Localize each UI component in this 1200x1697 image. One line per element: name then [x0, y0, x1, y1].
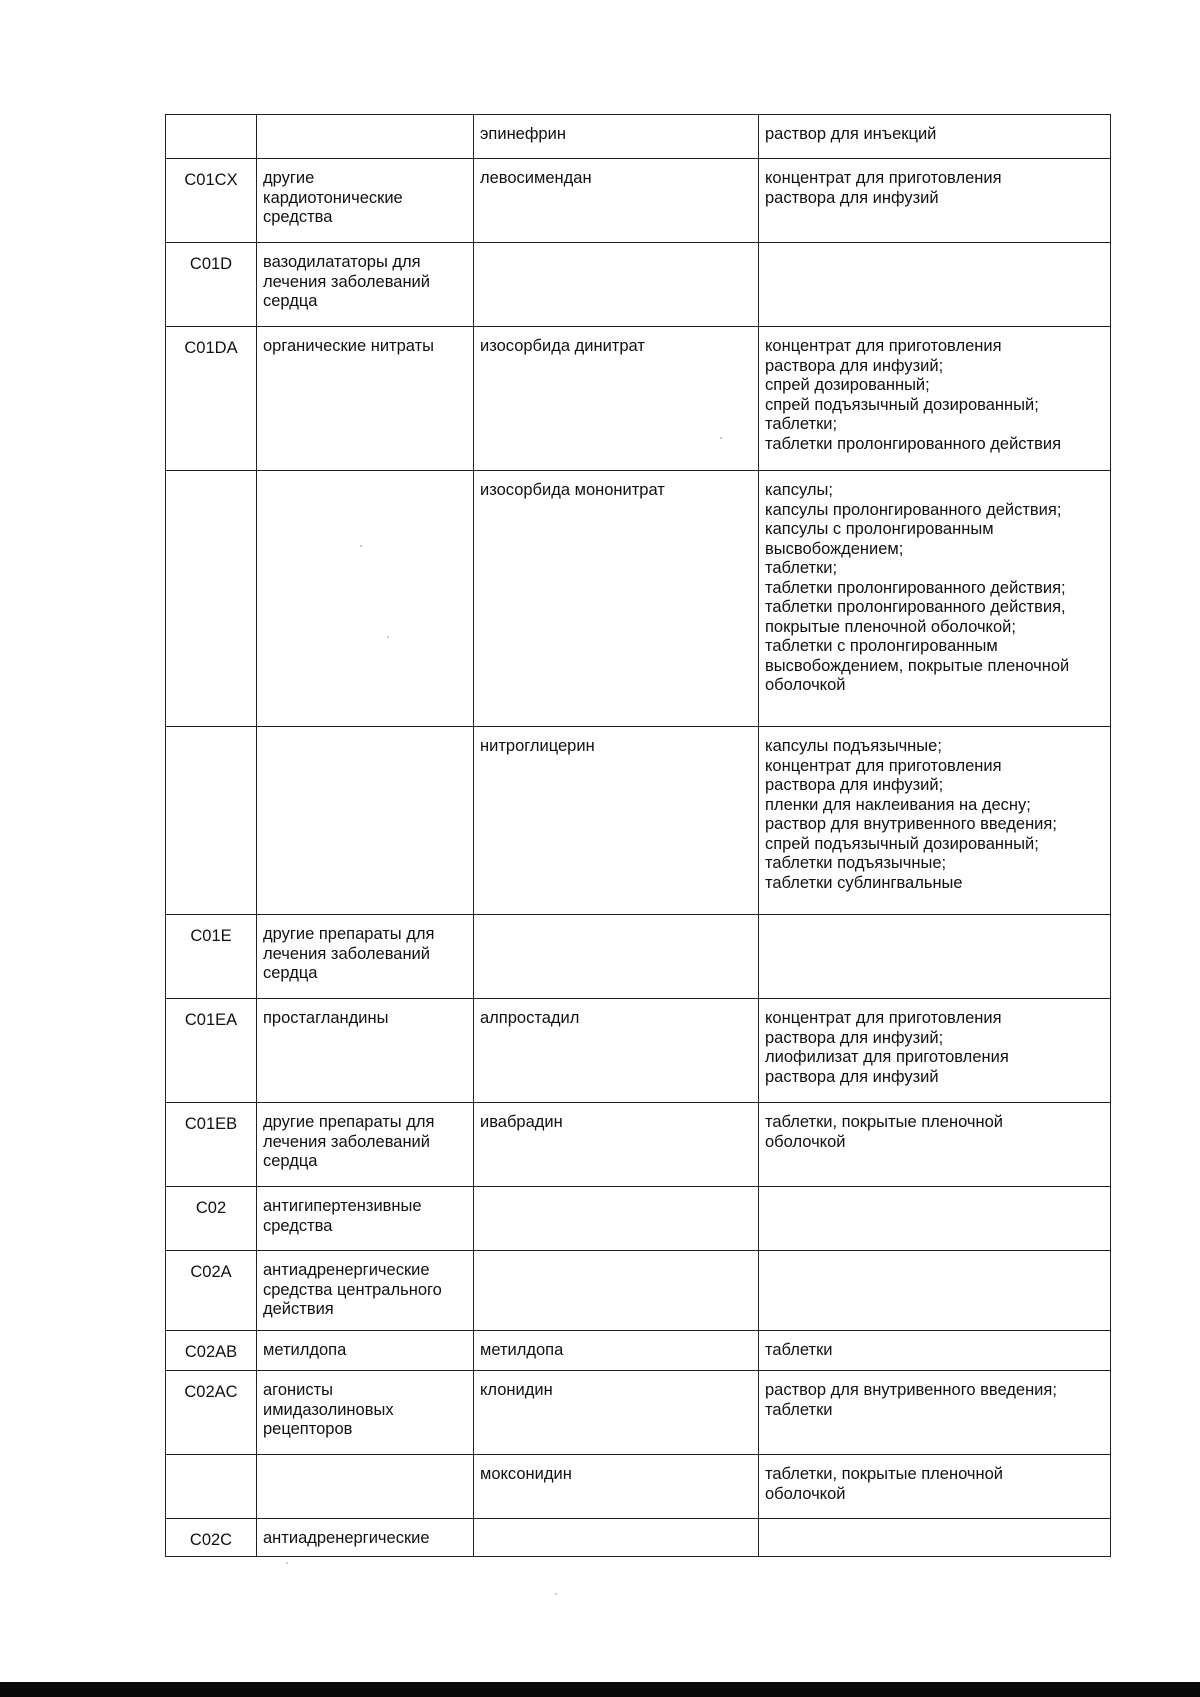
- scan-speck: [286, 1562, 288, 1564]
- drug-name-cell: [474, 1455, 759, 1519]
- table-row: [166, 1251, 1111, 1331]
- dosage-form-line: раствора для инфузий;: [765, 1028, 944, 1047]
- atc-code: C01CX: [184, 171, 238, 189]
- drug-name-cell: [474, 1519, 759, 1557]
- dosage-form-cell: [759, 727, 1111, 915]
- dosage-form-line: таблетки, покрытые пленочной: [765, 1465, 1003, 1483]
- atc-code-cell: [166, 471, 257, 727]
- dosage-form-line: таблетки;: [765, 559, 838, 577]
- table-row: [166, 1519, 1111, 1557]
- atc-code: C02A: [190, 1263, 232, 1281]
- dosage-form-cell: [759, 1103, 1111, 1187]
- atc-code: C01E: [190, 927, 232, 945]
- drug-name-line: моксонидин: [480, 1465, 572, 1483]
- dosage-form-line: капсулы с пролонгированным: [765, 520, 994, 538]
- atc-group-cell: [257, 1251, 474, 1331]
- dosage-form-line: спрей подъязычный дозированный;: [765, 395, 1039, 414]
- atc-group-line: действия: [263, 1300, 334, 1318]
- atc-group-line: лечения заболеваний: [263, 272, 430, 291]
- table-row: [166, 999, 1111, 1103]
- dosage-form-line: оболочкой: [765, 1132, 846, 1151]
- drug-name-cell: [474, 115, 759, 159]
- dosage-form-line: концентрат для приготовления: [765, 169, 1002, 187]
- drug-name-line: алпростадил: [480, 1009, 580, 1027]
- atc-code: C01EB: [184, 1115, 238, 1133]
- atc-group-line: имидазолиновых: [263, 1400, 394, 1419]
- atc-code-cell: [166, 1371, 257, 1455]
- atc-group-cell: [257, 999, 474, 1103]
- dosage-form-line: лиофилизат для приготовления: [765, 1048, 1009, 1066]
- dosage-form-line: таблетки сублингвальные: [765, 873, 963, 892]
- dosage-form-cell: [759, 327, 1111, 471]
- dosage-form-line: раствора для инфузий;: [765, 776, 944, 794]
- atc-group-cell: [257, 1455, 474, 1519]
- table-row: [166, 727, 1111, 915]
- atc-code: C01DA: [184, 339, 238, 357]
- dosage-form-line: таблетки: [765, 1341, 833, 1359]
- atc-group-line: метилдопа: [263, 1341, 347, 1359]
- atc-group-line: сердца: [263, 292, 318, 310]
- drug-table-body: [166, 115, 1111, 1557]
- drug-name-cell: [474, 1331, 759, 1371]
- dosage-form-line: раствор для внутривенного введения;: [765, 1381, 1057, 1399]
- dosage-form-line: раствора для инфузий: [765, 188, 939, 207]
- atc-group-line: органические нитраты: [263, 337, 435, 355]
- atc-group-cell: [257, 327, 474, 471]
- drug-name-line: изосорбида динитрат: [480, 337, 645, 355]
- atc-code-cell: [166, 159, 257, 243]
- dosage-form-line: концентрат для приготовления: [765, 756, 1002, 775]
- document-sheet: [165, 114, 1110, 1557]
- atc-code: C01D: [189, 255, 233, 273]
- atc-group-cell: [257, 1371, 474, 1455]
- atc-group-line: другие препараты для: [263, 1113, 435, 1131]
- atc-group-line: кардиотонические: [263, 188, 403, 207]
- table-row: [166, 1371, 1111, 1455]
- drug-name-cell: [474, 1103, 759, 1187]
- table-row: [166, 1455, 1111, 1519]
- dosage-form-line: пленки для наклеивания на десну;: [765, 795, 1031, 814]
- dosage-form-cell: [759, 243, 1111, 327]
- dosage-form-cell: [759, 1371, 1111, 1455]
- drug-name-line: нитроглицерин: [480, 737, 595, 755]
- table-row: [166, 1103, 1111, 1187]
- drug-name-cell: [474, 1251, 759, 1331]
- atc-group-line: средства центрального: [263, 1280, 442, 1299]
- dosage-form-line: таблетки, покрытые пленочной: [765, 1113, 1003, 1131]
- dosage-form-cell: [759, 1519, 1111, 1557]
- dosage-form-line: высвобождением, покрытые пленочной: [765, 656, 1070, 675]
- dosage-form-cell: [759, 999, 1111, 1103]
- dosage-form-cell: [759, 1455, 1111, 1519]
- atc-group-cell: [257, 471, 474, 727]
- table-row: [166, 471, 1111, 727]
- dosage-form-line: таблетки;: [765, 415, 838, 433]
- table-row: [166, 327, 1111, 471]
- atc-code: C02C: [189, 1531, 233, 1549]
- dosage-form-line: таблетки пролонгированного действия: [765, 434, 1062, 453]
- drug-name-cell: [474, 1187, 759, 1251]
- atc-group-line: лечения заболеваний: [263, 1132, 430, 1151]
- dosage-form-line: оболочкой: [765, 676, 846, 694]
- atc-group-line: агонисты: [263, 1381, 334, 1399]
- atc-code-cell: [166, 915, 257, 999]
- atc-code-cell: [166, 1455, 257, 1519]
- atc-code: C02: [195, 1199, 227, 1217]
- dosage-form-cell: [759, 1251, 1111, 1331]
- atc-group-cell: [257, 1331, 474, 1371]
- table-row: [166, 159, 1111, 243]
- table-row: [166, 915, 1111, 999]
- drug-name-line: клонидин: [480, 1381, 553, 1399]
- atc-code-cell: [166, 1103, 257, 1187]
- atc-group-line: средства: [263, 1216, 333, 1235]
- drug-name-cell: [474, 327, 759, 471]
- scan-speck: [360, 545, 362, 547]
- dosage-form-cell: [759, 471, 1111, 727]
- atc-group-cell: [257, 243, 474, 327]
- dosage-form-line: раствор для инъекций: [765, 125, 937, 143]
- dosage-form-line: таблетки подъязычные;: [765, 854, 947, 872]
- atc-code: C02AC: [184, 1383, 238, 1401]
- atc-code-cell: [166, 1187, 257, 1251]
- scan-speck: [387, 636, 389, 638]
- atc-group-cell: [257, 1187, 474, 1251]
- drug-name-cell: [474, 999, 759, 1103]
- atc-group-cell: [257, 159, 474, 243]
- dosage-form-line: капсулы пролонгированного действия;: [765, 500, 1062, 519]
- drug-name-cell: [474, 1371, 759, 1455]
- atc-code-cell: [166, 999, 257, 1103]
- drug-name-line: левосимендан: [480, 169, 592, 187]
- dosage-form-line: спрей дозированный;: [765, 376, 930, 394]
- atc-group-line: сердца: [263, 1152, 318, 1170]
- dosage-form-line: раствор для внутривенного введения;: [765, 815, 1057, 833]
- dosage-form-cell: [759, 915, 1111, 999]
- table-row: [166, 1331, 1111, 1371]
- dosage-form-cell: [759, 1331, 1111, 1371]
- atc-group-line: рецепторов: [263, 1420, 353, 1438]
- scan-speck: [555, 1593, 557, 1595]
- drug-name-cell: [474, 471, 759, 727]
- atc-group-line: антигипертензивные: [263, 1197, 422, 1215]
- table-row: [166, 115, 1111, 159]
- atc-group-line: простагландины: [263, 1009, 389, 1027]
- drug-name-line: эпинефрин: [480, 125, 566, 143]
- drug-name-line: метилдопа: [480, 1341, 564, 1359]
- table-row: [166, 1187, 1111, 1251]
- atc-group-line: средства: [263, 208, 333, 226]
- dosage-form-line: раствора для инфузий: [765, 1067, 939, 1086]
- scan-speck: [720, 437, 722, 439]
- atc-code-cell: [166, 1519, 257, 1557]
- atc-group-cell: [257, 1103, 474, 1187]
- atc-code-cell: [166, 1251, 257, 1331]
- scan-border-bottom: [0, 1682, 1200, 1697]
- atc-group-line: антиадренергические: [263, 1261, 430, 1279]
- atc-group-cell: [257, 727, 474, 915]
- drug-name-cell: [474, 159, 759, 243]
- atc-group-line: другие: [263, 169, 315, 187]
- table-row: [166, 243, 1111, 327]
- atc-group-line: антиадренергические: [263, 1529, 430, 1547]
- atc-code-cell: [166, 243, 257, 327]
- atc-group-cell: [257, 115, 474, 159]
- dosage-form-line: капсулы подъязычные;: [765, 737, 942, 755]
- atc-code: C02AB: [184, 1343, 238, 1361]
- dosage-form-line: таблетки: [765, 1400, 833, 1419]
- dosage-form-line: оболочкой: [765, 1484, 846, 1503]
- atc-code: C01EA: [184, 1011, 238, 1029]
- dosage-form-line: концентрат для приготовления: [765, 1009, 1002, 1027]
- dosage-form-line: таблетки пролонгированного действия;: [765, 578, 1066, 597]
- dosage-form-cell: [759, 1187, 1111, 1251]
- dosage-form-line: капсулы;: [765, 481, 833, 499]
- drug-name-cell: [474, 243, 759, 327]
- dosage-form-line: таблетки пролонгированного действия,: [765, 598, 1066, 616]
- dosage-form-cell: [759, 115, 1111, 159]
- drug-table: [165, 114, 1111, 1557]
- drug-name-line: ивабрадин: [480, 1113, 563, 1131]
- dosage-form-line: спрей подъязычный дозированный;: [765, 834, 1039, 853]
- dosage-form-cell: [759, 159, 1111, 243]
- atc-code-cell: [166, 727, 257, 915]
- atc-group-line: лечения заболеваний: [263, 944, 430, 963]
- drug-name-cell: [474, 727, 759, 915]
- atc-group-cell: [257, 1519, 474, 1557]
- dosage-form-line: высвобождением;: [765, 539, 904, 558]
- drug-name-cell: [474, 915, 759, 999]
- dosage-form-line: таблетки с пролонгированным: [765, 637, 998, 655]
- atc-group-cell: [257, 915, 474, 999]
- atc-group-line: сердца: [263, 964, 318, 982]
- drug-name-line: изосорбида мононитрат: [480, 481, 665, 499]
- atc-group-line: другие препараты для: [263, 925, 435, 943]
- atc-code-cell: [166, 327, 257, 471]
- atc-code-cell: [166, 115, 257, 159]
- dosage-form-line: раствора для инфузий;: [765, 356, 944, 375]
- dosage-form-line: покрытые пленочной оболочкой;: [765, 617, 1016, 636]
- atc-group-line: вазодилататоры для: [263, 253, 421, 271]
- atc-code-cell: [166, 1331, 257, 1371]
- dosage-form-line: концентрат для приготовления: [765, 337, 1002, 355]
